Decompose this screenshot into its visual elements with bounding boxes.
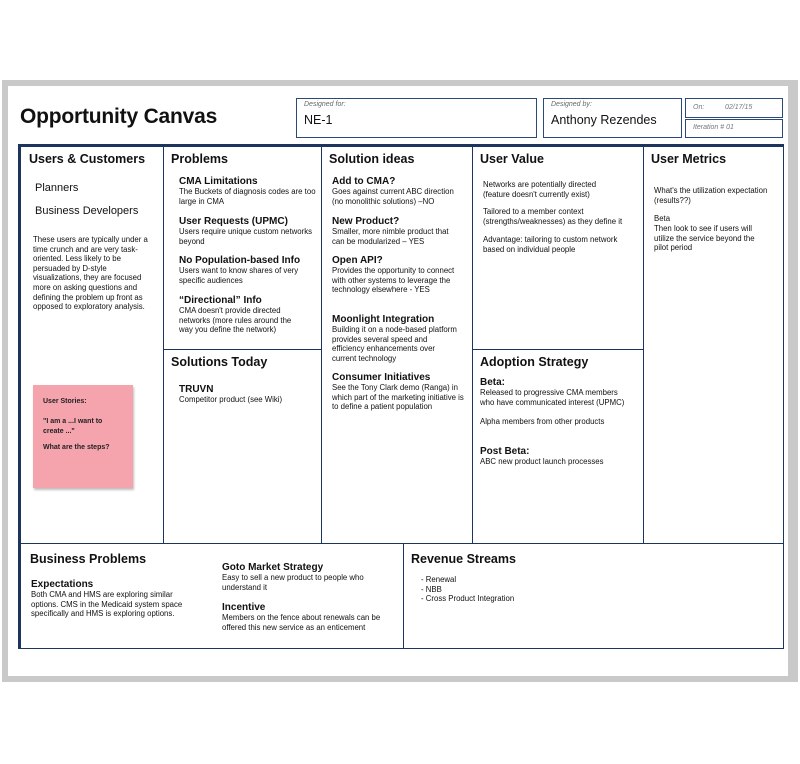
date-label: On: — [693, 104, 705, 111]
solutions-today-text: Competitor product (see Wiki) — [179, 395, 283, 404]
solution-idea-text: Provides the opportunity to connect with other systems to leverage the technology elsewhere - YES — [332, 266, 455, 295]
revenue-list — [421, 575, 514, 604]
business-problems-section — [20, 543, 404, 649]
adoption-post-title: Post Beta: — [480, 446, 530, 457]
date-field[interactable] — [685, 98, 783, 118]
incentive-text: Members on the fence about renewals can be offered this new service as an enticement — [222, 613, 381, 632]
incentive-title: Incentive — [222, 602, 266, 613]
solution-ideas-heading: Solution ideas — [329, 152, 415, 166]
adoption-post-beta — [480, 446, 630, 467]
user-metrics-text: Beta — [654, 214, 671, 223]
user-value-heading: User Value — [480, 152, 544, 166]
problems-section — [163, 146, 322, 350]
problem-text: Users want to know shares of very specific audiences — [179, 266, 299, 285]
adoption-beta-title: Beta: — [480, 377, 506, 388]
solutions-today-item — [179, 384, 317, 405]
user-metrics-heading: User Metrics — [651, 152, 727, 166]
designed-for-field[interactable] — [296, 98, 537, 138]
problems-heading: Problems — [171, 152, 228, 166]
sticky-line-2: create ..." — [43, 428, 75, 435]
revenue-item: - NBB — [421, 584, 442, 594]
revenue-item: - Renewal — [421, 575, 457, 584]
problem-text: Users require unique custom networks beyond — [179, 227, 313, 246]
revenue-item: - Cross Product Integration — [421, 594, 515, 604]
designed-by-label: Designed by: — [551, 101, 592, 108]
user-stories-sticky-note — [33, 385, 133, 488]
business-expectations — [31, 579, 199, 619]
user-item-planners: Planners — [35, 182, 79, 194]
iteration-field[interactable] — [685, 119, 783, 138]
solution-idea-title: Moonlight Integration — [332, 314, 435, 325]
designed-by-value: Anthony Rezendes — [551, 113, 657, 127]
adoption-heading: Adoption Strategy — [480, 355, 589, 369]
users-customers-section — [20, 146, 164, 544]
solution-ideas-section — [321, 146, 473, 544]
solution-idea-title: Add to CMA? — [332, 176, 396, 187]
user-value-text: Networks are potentially directed (feature doesn't currently exist) — [483, 180, 597, 199]
iteration-label: Iteration # 01 — [693, 124, 734, 131]
business-heading: Business Problems — [30, 552, 147, 566]
adoption-post-text: ABC new product launch processes — [480, 457, 604, 466]
adoption-beta-text-2: Alpha members from other products — [480, 417, 605, 427]
solution-idea-text: Smaller, more nimble product that can be modularized – YES — [332, 227, 449, 246]
problem-text: The Buckets of diagnosis codes are too large in CMA — [179, 187, 316, 206]
sticky-line-3: What are the steps? — [43, 444, 110, 451]
canvas-grid — [18, 144, 784, 649]
designed-by-field[interactable] — [543, 98, 682, 138]
solution-idea-item — [332, 176, 464, 206]
problem-title: “Directional” Info — [179, 295, 262, 306]
problem-text: CMA doesn't provide directed networks (more rules around the way you define the network) — [179, 306, 292, 335]
solution-idea-item — [332, 255, 464, 295]
user-metrics-text: What's the utilization expectation (results??) — [654, 186, 768, 205]
solution-idea-item — [332, 372, 464, 412]
adoption-beta — [480, 377, 630, 427]
page-title: Opportunity Canvas — [20, 105, 218, 128]
designed-for-label: Designed for: — [304, 101, 346, 108]
problem-title: User Requests (UPMC) — [179, 216, 288, 227]
sticky-line-1: "I am a ...I want to — [43, 418, 103, 425]
problem-title: CMA Limitations — [179, 176, 258, 187]
solutions-today-section — [163, 349, 322, 544]
solution-idea-text: Goes against current ABC direction (no monolithic solutions) –NO — [332, 187, 454, 206]
user-item-business-developers: Business Developers — [35, 205, 139, 217]
revenue-streams-section — [403, 543, 784, 649]
adoption-strategy-section — [472, 349, 644, 544]
user-value-text: Advantage: tailoring to custom network based on individual people — [483, 235, 618, 254]
users-heading: Users & Customers — [29, 152, 146, 166]
solution-idea-text: See the Tony Clark demo (Ranga) in which part of the marketing initiative is to define a patient population — [332, 383, 464, 412]
problem-item — [179, 176, 317, 206]
expectations-title: Expectations — [31, 579, 94, 590]
adoption-beta-text: Released to progressive CMA members who have communicated interest (UPMC) — [480, 388, 625, 407]
business-incentive — [222, 602, 397, 632]
canvas-sheet — [2, 80, 798, 682]
solution-idea-title: Open API? — [332, 255, 383, 266]
user-value-section — [472, 146, 644, 350]
problem-item — [179, 255, 317, 285]
solution-idea-title: Consumer Initiatives — [332, 372, 431, 383]
sticky-title: User Stories: — [43, 398, 87, 405]
problem-item — [179, 216, 317, 246]
canvas-paper — [8, 86, 788, 676]
revenue-heading: Revenue Streams — [411, 552, 516, 566]
user-metrics-section — [643, 146, 784, 544]
solution-idea-item — [332, 216, 462, 246]
solution-idea-text: Building it on a node-based platform provides several speed and efficiency enhancements over current technology — [332, 325, 457, 363]
solutions-today-heading: Solutions Today — [171, 355, 268, 369]
solution-idea-item — [332, 314, 458, 363]
designed-for-value: NE-1 — [304, 113, 333, 127]
date-value: 02/17/15 — [725, 104, 753, 111]
solution-idea-title: New Product? — [332, 216, 400, 227]
problem-title: No Population-based Info — [179, 255, 301, 266]
solutions-today-title: TRUVN — [179, 384, 214, 395]
users-description: These users are typically under a time crunch and are very task-oriented. Less likely to be persuaded by D-style visualizations, they are focused more on asking questions and defining the problem up front as opposed to exploratory analysis. — [33, 235, 148, 312]
user-metrics-text: Then look to see if users will utilize the service beyond the pilot period — [654, 224, 755, 253]
user-value-text: Tailored to a member context (strengths/weaknesses) as they define it — [483, 207, 623, 226]
expectations-text: Both CMA and HMS are exploring similar options. CMS in the Medicaid system space specifically and HMS is exploring options. — [31, 590, 183, 619]
goto-market-text: Easy to sell a new product to people who understand it — [222, 573, 364, 592]
goto-market-title: Goto Market Strategy — [222, 562, 324, 573]
business-goto-market — [222, 562, 397, 592]
problem-item — [179, 295, 305, 335]
